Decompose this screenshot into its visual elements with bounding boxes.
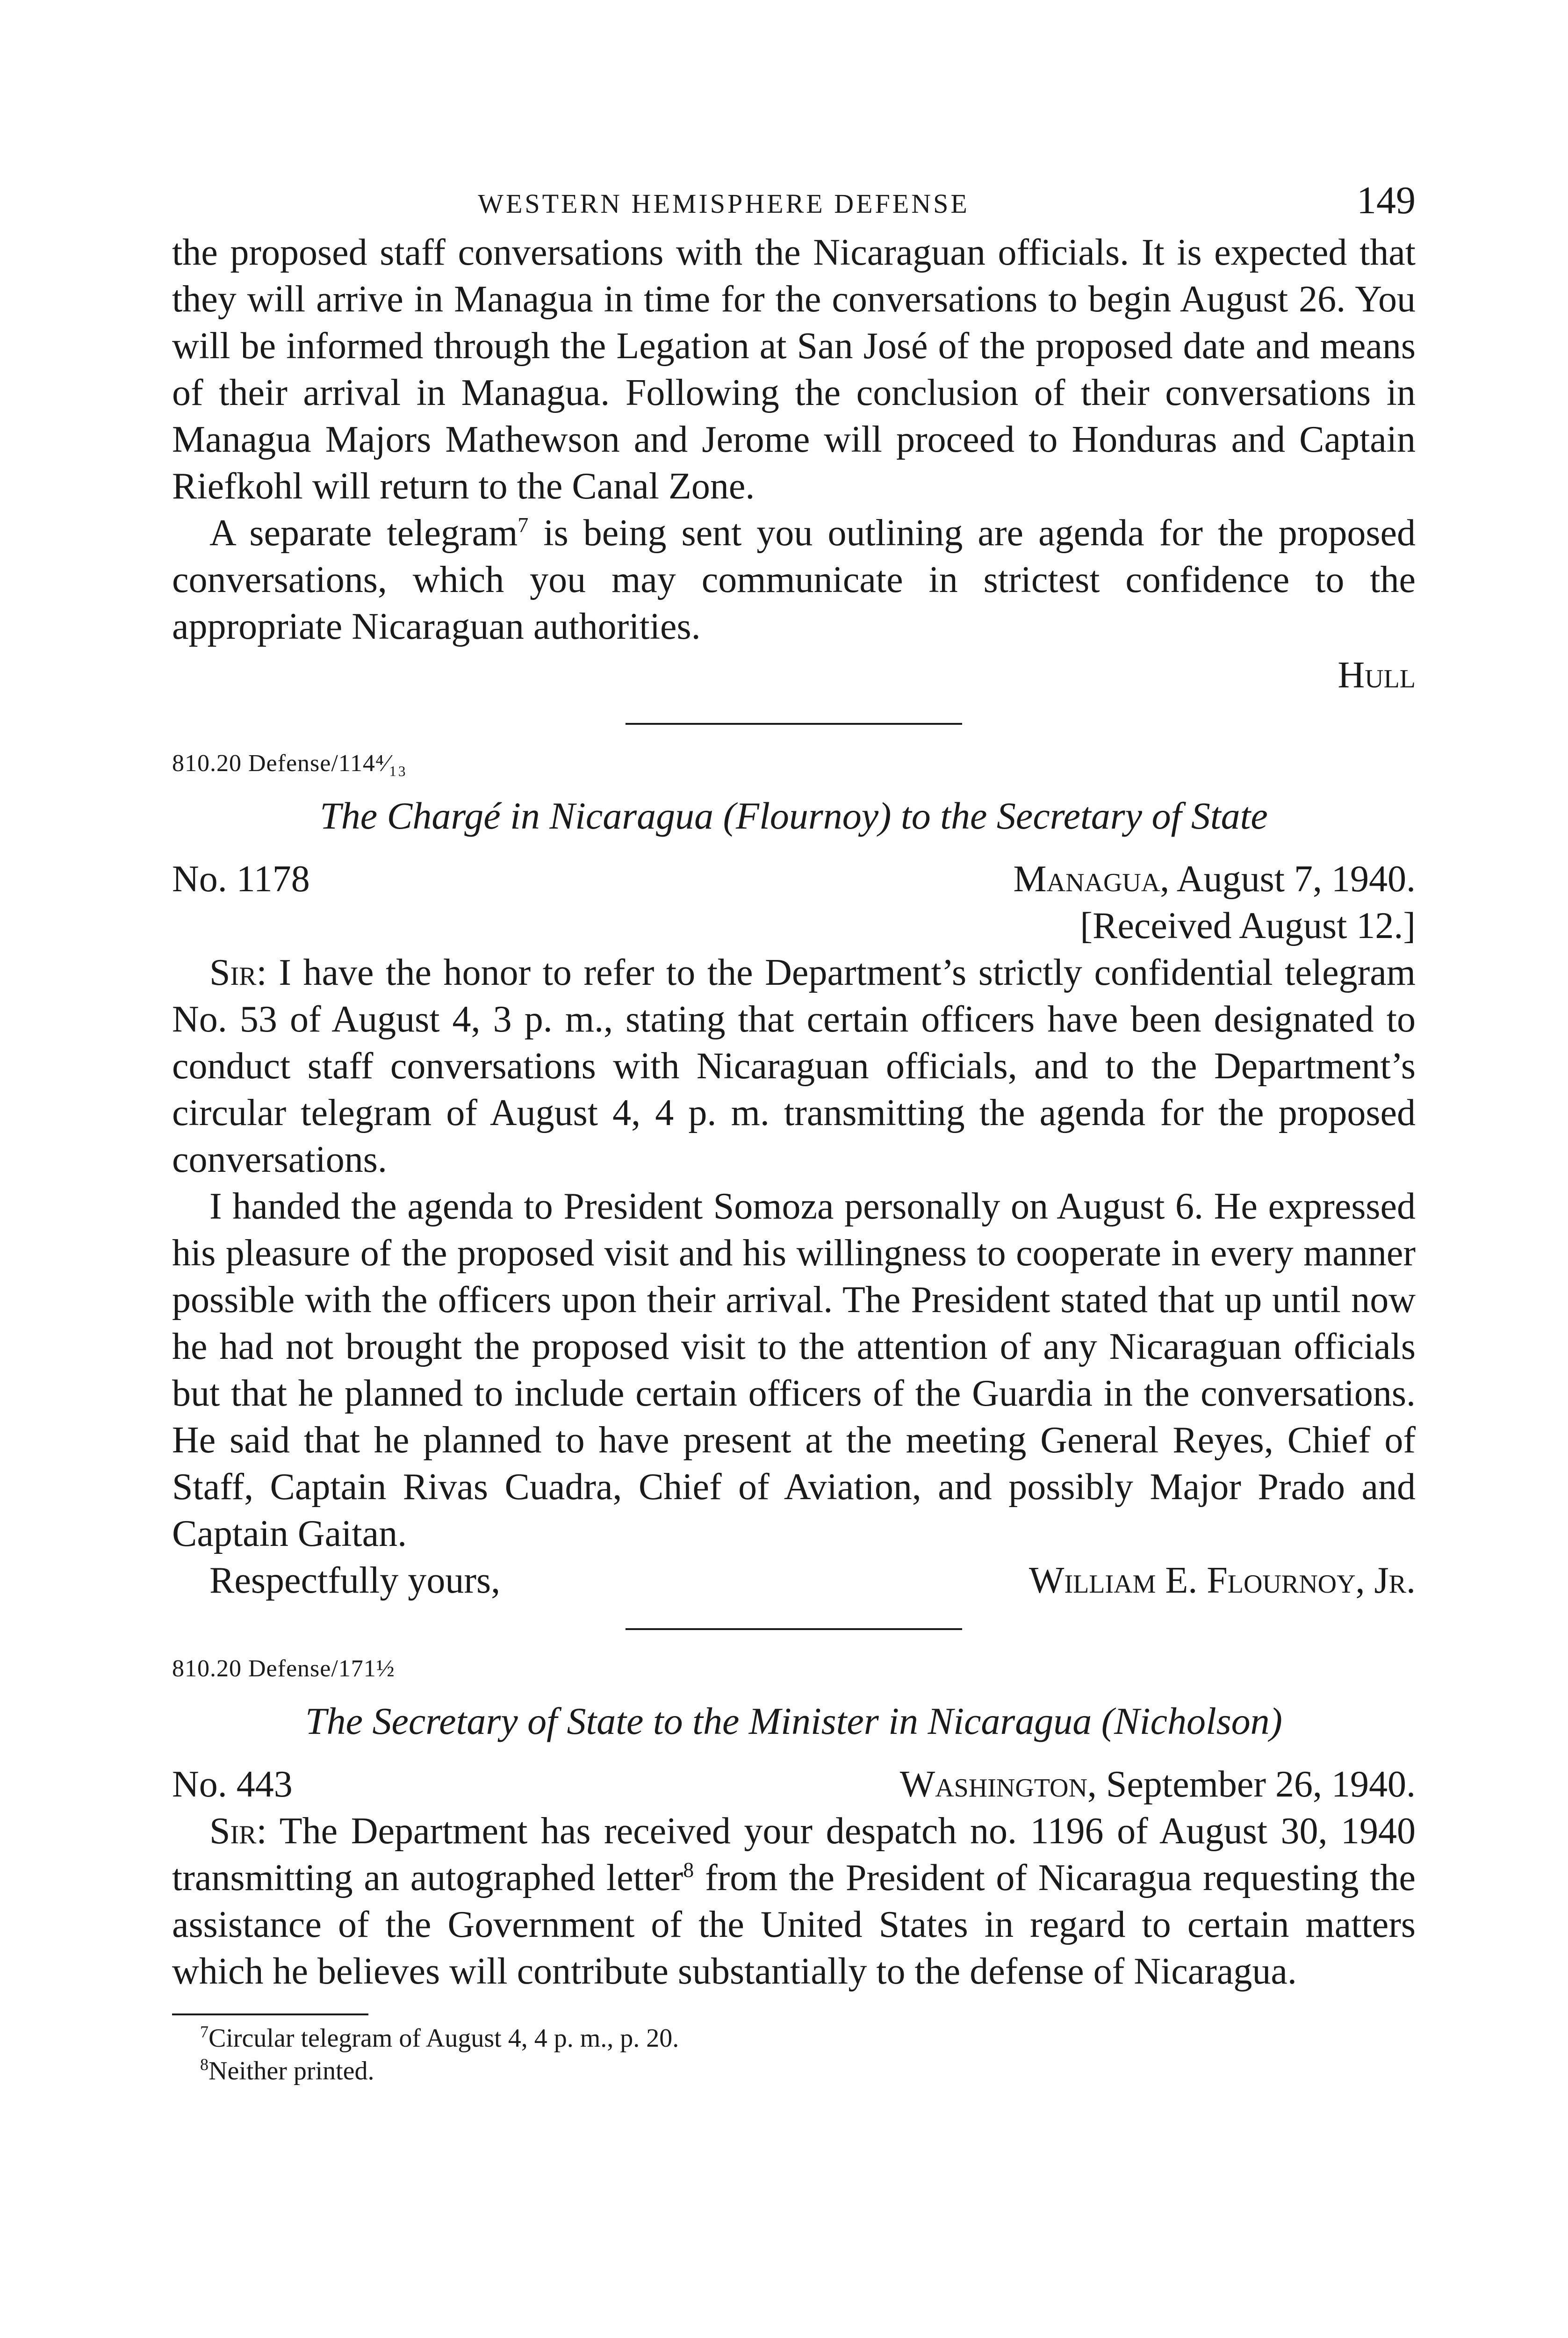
letter-paragraph	[172, 949, 1416, 1183]
place-date	[900, 1761, 1416, 1808]
page-header	[172, 178, 1416, 229]
agenda-paragraph-text-cont: is being sent you outlining are agenda for the proposed conversations, which you may communicate in strictest confidence to the appropriate Nicaraguan authorities.	[172, 512, 1416, 647]
salutation: Sir	[209, 1811, 257, 1852]
file-reference: 810.20 Defense/114⁴⁄₁₃	[172, 750, 407, 777]
section-divider	[626, 1628, 962, 1630]
despatch-number: No. 1178	[172, 859, 310, 900]
dateline	[172, 856, 1416, 902]
document-page	[172, 178, 1416, 2087]
footnote-mark: 8	[200, 2055, 209, 2074]
footnote	[172, 2055, 1416, 2087]
letter-paragraph-text: : I have the honor to refer to the Department’s strictly confidential telegram No. 53 of August 4, 3 p. m., stating that certain officers have been designated to conduct staff conversations with Nicaraguan officials, and to the Department’s circular telegram of August 4, 4 p. m. transmitting the agenda for the proposed conversations.	[172, 952, 1416, 1180]
agenda-paragraph-text: A separate telegram	[209, 512, 518, 554]
complimentary-close: Respectfully yours,	[209, 1560, 501, 1601]
footnote-text: Circular telegram of August 4, 4 p. m., p. 20.	[209, 2024, 679, 2053]
document-heading: The Chargé in Nicaragua (Flournoy) to the Secretary of State	[320, 794, 1268, 837]
closing-line	[172, 1557, 1416, 1604]
agenda-paragraph	[172, 510, 1416, 650]
instruction-number: No. 443	[172, 1764, 293, 1805]
footnote-ref-7: 7	[518, 513, 529, 537]
footnote-mark: 7	[200, 2022, 209, 2041]
date: September 26, 1940.	[1096, 1764, 1416, 1805]
signer-name: William E. Flournoy, Jr.	[1029, 1560, 1416, 1601]
letter-paragraph-text: : The Department has received your despatch no. 1196 of August 30, 1940 transmitting an autographed letter	[172, 1811, 1416, 1898]
letter-paragraph: I handed the agenda to President Somoza personally on August 6. He expressed his pleasure of the proposed visit and his willingness to cooperate in every manner possible with the officers upon their arrival. The President stated that up until now he had not brought the proposed visit to the attention of any Nicaraguan officials but that he planned to include certain officers of the Guardia in the conversations. He said that he planned to have present at the meeting General Reyes, Chief of Staff, Captain Rivas Cuadra, Chief of Aviation, and possibly Major Prado and Captain Gaitan.	[172, 1186, 1416, 1554]
footnote	[172, 2022, 1416, 2055]
footnote-divider	[172, 2013, 368, 2015]
continued-paragraph: the proposed staff conversations with the Nicaraguan officials. It is expected that they will arrive in Managua in time for the conversations to begin August 26. You will be informed through the Legation at San José of the proposed date and means of their arrival in Managua. Following the conclusion of their conversations in Managua Majors Mathewson and Jerome will proceed to Honduras and Captain Riefkohl will return to the Canal Zone.	[172, 232, 1416, 507]
salutation: Sir	[209, 952, 257, 993]
date: August 7, 1940.	[1169, 859, 1416, 900]
document-heading: The Secretary of State to the Minister in Nicaragua (Nicholson)	[305, 1700, 1282, 1742]
place: Managua,	[1013, 859, 1170, 900]
page-number: 149	[1357, 179, 1416, 222]
signature-hull: Hull	[1338, 655, 1416, 696]
letter-paragraph	[172, 1808, 1416, 1995]
section-divider	[626, 723, 962, 725]
footnote-text: Neither printed.	[209, 2057, 374, 2085]
received-date: [Received August 12.]	[1080, 905, 1416, 946]
letter-paragraph-text-cont: from the President of Nicaragua requesting the assistance of the Government of the United States in regard to certain matters which he believes will contribute substantially to the defense of Nicaragua.	[172, 1857, 1416, 1992]
footnote-ref-8: 8	[683, 1858, 694, 1882]
file-reference: 810.20 Defense/171½	[172, 1655, 395, 1682]
dateline	[172, 1761, 1416, 1808]
place: Washington,	[899, 1764, 1097, 1805]
running-head: WESTERN HEMISPHERE DEFENSE	[478, 188, 970, 219]
place-date	[1014, 856, 1416, 902]
